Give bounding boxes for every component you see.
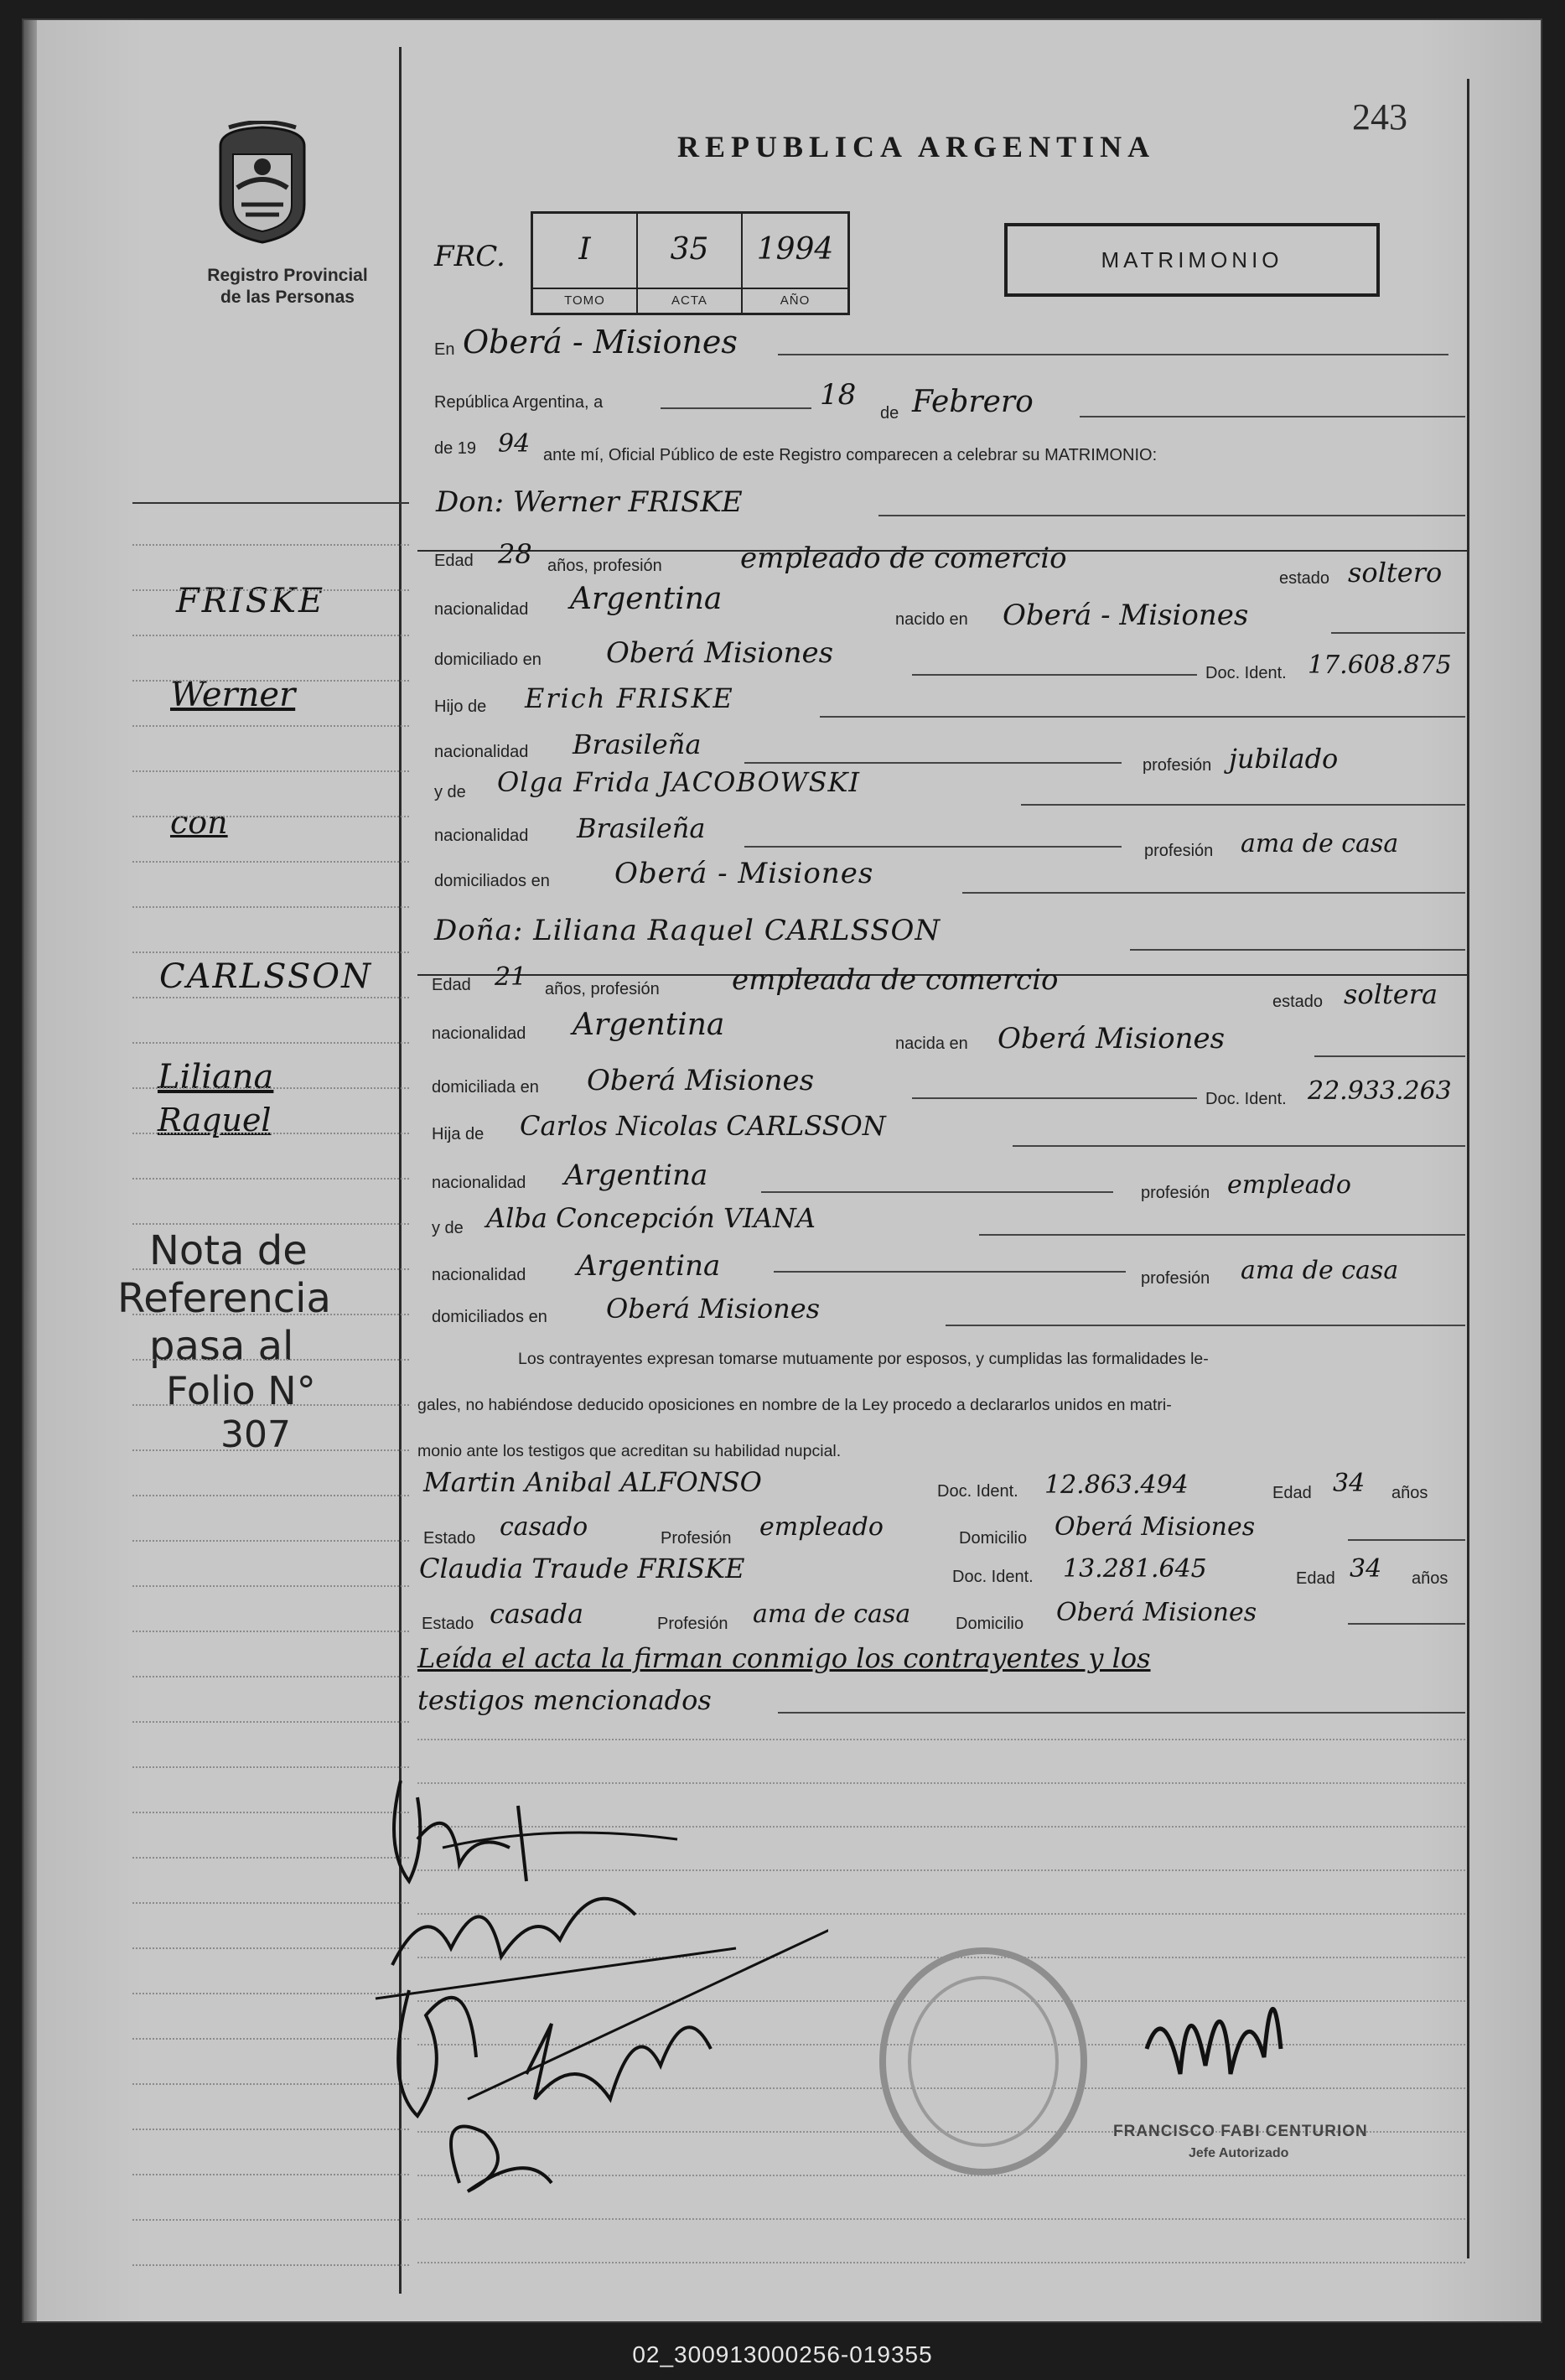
margin-rule-line [132,1585,409,1587]
witness-1-prof-label: Profesión [661,1529,732,1548]
bride-hija-label: Hija de [432,1125,485,1143]
groom-madre-prof-label: profesión [1144,842,1214,860]
witness-2-prof-label: Profesión [657,1615,728,1633]
bride-domicilio-label: domiciliada en [432,1078,539,1097]
margin-rule-line [132,680,409,682]
document-title: REPUBLICA ARGENTINA [677,130,1156,163]
bride-dom-padres: Oberá Misiones [606,1293,821,1325]
official-stamp-title: Jefe Autorizado [1189,2146,1289,2160]
margin-rule-line [132,1449,409,1451]
margin-rule-line [132,1721,409,1723]
margin-rule-line [132,635,409,636]
margin-rule-line [132,861,409,863]
margin-rule-line [132,1178,409,1180]
groom-title: Don: Werner FRISKE [436,485,743,519]
acta-cell [638,214,743,313]
bride-padre-prof: empleado [1227,1170,1351,1200]
witness-2-doc: 13.281.645 [1063,1554,1207,1584]
margin-nota-3: pasa al [149,1323,294,1370]
bride-madre-nac-label: nacionalidad [432,1266,526,1284]
bride-padre-nac-label: nacionalidad [432,1174,526,1192]
groom-domicilio-label: domiciliado en [434,651,542,669]
margin-rule-line [132,1495,409,1496]
groom-dom-padres-label: domiciliados en [434,872,550,890]
ano-cell [743,214,847,313]
acta-label: ACTA [638,288,741,313]
clausula-linea-3: monio ante los testigos que acreditan su habilidad nupcial. [417,1442,842,1460]
right-border [1467,79,1469,2258]
margin-rule-line [132,906,409,908]
official-stamp-name: FRANCISCO FABI CENTURION [1113,2123,1368,2140]
groom-padre: Erich FRISKE [525,682,734,714]
margin-nota-1: Nota de [149,1227,308,1274]
margin-nota-2: Referencia [117,1275,331,1322]
margin-rule-line [132,1133,409,1134]
clausula-linea-2: gales, no habiéndose deducido oposiciones en nombre de la Ley procedo a declararlos unidos en matri- [417,1396,1172,1414]
document-page [23,20,1541,2321]
groom-edad-label: Edad [434,552,474,570]
clausula-linea-1: Los contrayentes expresan tomarse mutuamente por esposos, y cumplidas las formalidades le- [518,1350,1209,1368]
witness-1-anos-label: años [1391,1484,1428,1502]
bride-madre: Alba Concepción VIANA [486,1202,816,1234]
margin-apellido-1: FRISKE [176,582,326,620]
groom-madre-nac: Brasileña [577,812,706,844]
ruled-line [417,2262,1465,2263]
bride-madre-prof-label: profesión [1141,1269,1210,1288]
registry-line-2: de las Personas [220,288,355,307]
groom-doc: 17.608.875 [1308,651,1452,680]
margin-rule-line [132,951,409,953]
margin-rule-line [132,1223,409,1225]
margin-rule-line [132,725,409,727]
witness-1-edad: 34 [1333,1469,1365,1498]
margin-rule-line [132,2264,409,2266]
bride-domicilio: Oberá Misiones [587,1064,815,1097]
ruled-line [417,1739,1465,1740]
margin-rule-line [132,589,409,591]
margin-nombre-1: Werner [170,676,296,714]
bride-nacida-en: Oberá Misiones [998,1022,1226,1055]
en-label: En [434,340,455,359]
anio-suffix: 94 [498,429,531,459]
witness-2-dom-label: Domicilio [956,1615,1024,1633]
groom-nacido-en: Oberá - Misiones [1003,599,1249,632]
witness-1-nombre: Martin Anibal ALFONSO [423,1466,762,1498]
bride-padre-nac: Argentina [564,1159,708,1192]
groom-madre: Olga Frida JACOBOWSKI [497,766,861,798]
witness-2-edad-label: Edad [1296,1569,1335,1588]
groom-madre-prof: ama de casa [1241,829,1399,858]
margin-rule-line [132,1268,409,1270]
groom-nacido-label: nacido en [895,610,968,629]
official-seal-icon [870,1940,1096,2187]
groom-madre-nac-label: nacionalidad [434,827,529,845]
witness-1-edad-label: Edad [1272,1484,1312,1502]
groom-padre-prof-label: profesión [1143,756,1212,775]
groom-nacionalidad-label: nacionalidad [434,600,529,619]
bride-madre-prof: ama de casa [1241,1256,1399,1285]
bride-doc: 22.933.263 [1308,1076,1452,1106]
coat-of-arms-icon [204,121,321,251]
image-id-footer: 02_300913000256-019355 [632,2341,933,2367]
bride-nacida-label: nacida en [895,1034,968,1053]
groom-doc-label: Doc. Ident. [1205,664,1287,682]
bride-nacionalidad-label: nacionalidad [432,1024,526,1043]
tomo-label: TOMO [533,288,636,313]
witness-1-dom-label: Domicilio [959,1529,1028,1548]
groom-estado: soltero [1348,557,1443,589]
margin-rule-line [132,1404,409,1406]
witness-1-doc-label: Doc. Ident. [937,1482,1018,1501]
witness-2-estado: casada [490,1598,584,1630]
margin-nota-5: 307 [220,1413,291,1456]
margin-nombre-2b: Raquel [158,1102,272,1138]
groom-nacionalidad: Argentina [570,582,723,616]
registry-name [174,265,401,309]
de-label: de [880,404,899,423]
folio-number: 243 [1352,96,1407,137]
witness-2-edad: 34 [1350,1554,1382,1584]
tomo-cell [533,214,638,313]
signatures [359,1747,828,2221]
anio-prefix: de 19 [434,439,477,458]
cierre-linea-2: testigos mencionados [417,1684,712,1716]
groom-edad: 28 [498,538,532,570]
acta-reference-table [531,211,850,315]
bride-estado-label: estado [1272,993,1324,1011]
witness-1-doc: 12.863.494 [1044,1470,1189,1500]
witness-1-domicilio: Oberá Misiones [1055,1512,1256,1542]
bride-madre-nac: Argentina [577,1249,721,1283]
margin-rule-line [132,1042,409,1044]
groom-padre-prof: jubilado [1229,743,1339,775]
official-signature [1130,1948,1298,2120]
witness-2-anos-label: años [1412,1569,1448,1588]
lugar-value: Oberá - Misiones [463,324,738,360]
margin-rule-line [132,1631,409,1632]
clausula-text [417,1336,1465,1475]
bride-nacionalidad: Argentina [573,1008,725,1042]
tomo-value: I [578,232,591,267]
bride-estado: soltera [1344,978,1438,1010]
witness-2-nombre: Claudia Traude FRISKE [419,1553,745,1584]
margin-rule-line [132,816,409,817]
groom-yde-label: y de [434,783,466,801]
act-type-box: MATRIMONIO [1004,223,1380,297]
witness-1-profesion: empleado [759,1512,884,1542]
witness-1-estado: casado [500,1512,588,1542]
ano-value: 1994 [756,232,834,267]
groom-dom-padres: Oberá - Misiones [614,857,874,890]
margin-apellido-2: CARLSSON [159,957,373,996]
dia-value: 18 [820,378,857,412]
margin-rule-line [132,1540,409,1542]
groom-hijo-label: Hijo de [434,697,487,716]
mes-value: Febrero [912,385,1034,419]
margin-rule-line [132,544,409,546]
margin-con: con [170,804,228,841]
margin-rule-line [132,770,409,772]
groom-estado-label: estado [1279,569,1330,588]
republica-label: República Argentina, a [434,393,604,412]
bride-padre: Carlos Nicolas CARLSSON [520,1110,886,1142]
witness-2-estado-label: Estado [422,1615,474,1633]
groom-profesion: empleado de comercio [740,542,1067,575]
margin-rule-line [132,1359,409,1361]
bride-profesion: empleada de comercio [732,963,1059,997]
book-binding [23,20,37,2321]
margin-nombre-2a: Liliana [158,1058,274,1097]
margin-nota-4: Folio N° [166,1368,316,1413]
bride-padre-prof-label: profesión [1141,1184,1210,1202]
groom-profesion-label: años, profesión [547,557,662,575]
margin-rule-line [132,997,409,998]
groom-domicilio: Oberá Misiones [606,636,834,670]
cierre-linea-1: Leída el acta la firman conmigo los contrayentes y los [417,1642,1151,1674]
bride-profesion-label: años, profesión [545,980,660,998]
bride-edad: 21 [495,962,527,992]
witness-1-estado-label: Estado [423,1529,476,1548]
margin-rule-line [132,1087,409,1089]
intro-text: ante mí, Oficial Público de este Registro comparecen a celebrar su MATRIMONIO: [543,446,1158,464]
acta-value: 35 [670,232,709,267]
bride-dom-padres-label: domiciliados en [432,1308,547,1326]
margin-rule-line [132,1676,409,1677]
witness-2-domicilio: Oberá Misiones [1056,1598,1257,1627]
bride-title: Doña: Liliana Raquel CARLSSON [434,914,941,947]
bride-doc-label: Doc. Ident. [1205,1090,1287,1108]
groom-padre-nac-label: nacionalidad [434,743,529,761]
registry-line-1: Registro Provincial [207,266,368,285]
margin-rule-line [132,1314,409,1315]
witness-2-doc-label: Doc. Ident. [952,1568,1034,1586]
bride-edad-label: Edad [432,976,471,994]
frc-label: FRC. [434,240,505,273]
bride-yde-label: y de [432,1219,464,1237]
witness-2-profesion: ama de casa [753,1600,911,1629]
groom-padre-nac: Brasileña [573,729,702,760]
ano-label: AÑO [743,288,847,313]
